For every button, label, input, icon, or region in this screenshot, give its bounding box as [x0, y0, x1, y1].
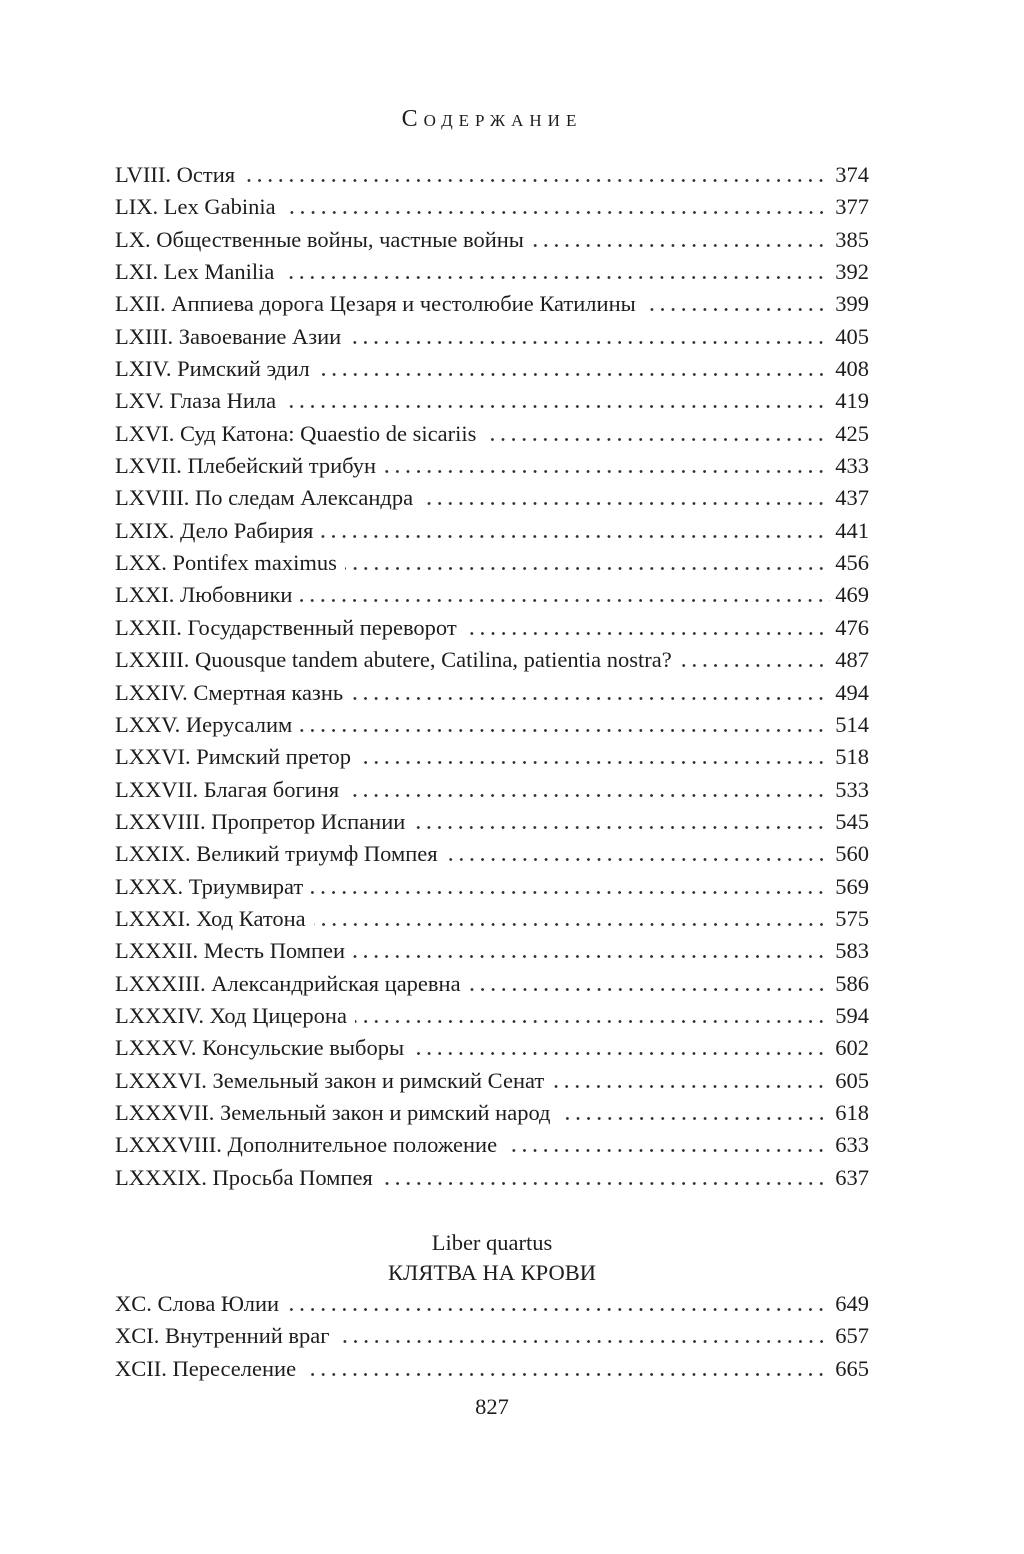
toc-list-part1: [115, 159, 869, 1194]
dot-leader: [300, 599, 830, 602]
toc-entry-title: LIX. Lex Gabinia: [115, 194, 276, 220]
toc-entry-title: LXXV. Иерусалим: [115, 711, 293, 737]
dot-leader: [644, 308, 831, 311]
toc-entry-title: LXXIX. Великий триумф Помпея: [115, 841, 438, 867]
toc-entry: [115, 1032, 869, 1064]
toc-entry-title: LXXXII. Месть Помпеи: [115, 938, 346, 964]
toc-entry-page: 657: [835, 1323, 869, 1349]
toc-entry-title: LXXXI. Ход Катона: [115, 905, 306, 931]
toc-entry-page: 399: [835, 291, 869, 317]
toc-entry-page: 469: [835, 582, 869, 608]
toc-entry-page: 637: [835, 1164, 869, 1190]
toc-entry: [115, 871, 869, 903]
toc-entry-title: LXI. Lex Manilia: [115, 259, 275, 285]
toc-entry-page: 437: [835, 485, 869, 511]
dot-leader: [347, 794, 830, 797]
toc-entry-title: LXII. Аппиева дорога Цезаря и честолюбие Катилины: [115, 291, 636, 317]
dot-leader: [300, 729, 830, 732]
toc-entry: [115, 450, 869, 482]
toc-entry-title: LXXXIV. Ход Цицерона: [115, 1002, 347, 1028]
toc-entry: [115, 288, 869, 320]
toc-entry-title: LXXXV. Консульские выборы: [115, 1035, 405, 1061]
toc-entry-title: LXXI. Любовники: [115, 582, 293, 608]
toc-entry-page: 594: [835, 1002, 869, 1028]
toc-entry-page: 545: [835, 808, 869, 834]
toc-entry: [115, 903, 869, 935]
dot-leader: [421, 502, 830, 505]
toc-entry-page: 518: [835, 744, 869, 770]
dot-leader: [484, 438, 830, 441]
dot-leader: [465, 632, 831, 635]
toc-entry-page: 425: [835, 420, 869, 446]
toc-entry: [115, 1288, 869, 1320]
toc-entry-title: LXXVII. Благая богиня: [115, 776, 340, 802]
dot-leader: [282, 276, 830, 279]
dot-leader: [384, 470, 830, 473]
toc-entry-title: XCI. Внутренний враг: [115, 1323, 330, 1349]
toc-entry: [115, 677, 869, 709]
toc-entry: [115, 579, 869, 611]
toc-entry-page: 494: [835, 679, 869, 705]
toc-entry-title: LXXXVI. Земельный закон и римский Сенат: [115, 1067, 545, 1093]
toc-entry: [115, 515, 869, 547]
toc-entry-title: LXIII. Завоевание Азии: [115, 323, 342, 349]
toc-entry: [115, 1000, 869, 1032]
dot-leader: [338, 1340, 831, 1343]
toc-entry-page: 569: [835, 873, 869, 899]
toc-entry-title: LXXIII. Quousque tandem abutere, Catilina, patientia nostra?: [115, 647, 672, 673]
dot-leader: [284, 405, 830, 408]
toc-entry-title: LXIV. Римский эдил: [115, 356, 310, 382]
toc-entry-page: 441: [835, 517, 869, 543]
toc-entry-page: 602: [835, 1035, 869, 1061]
dot-leader: [314, 923, 831, 926]
toc-entry-page: 605: [835, 1067, 869, 1093]
toc-entry-page: 665: [835, 1355, 869, 1381]
toc-entry-page: 583: [835, 938, 869, 964]
toc-entry-title: LXVI. Суд Катона: Quaestio de sicariis: [115, 420, 477, 446]
toc-entry-page: 649: [835, 1291, 869, 1316]
dot-leader: [559, 1117, 831, 1120]
dot-leader: [355, 1020, 830, 1023]
toc-entry: [115, 385, 869, 417]
dot-leader: [304, 1373, 830, 1376]
page-number: 827: [475, 1394, 509, 1419]
toc-entry-title: LXXXVII. Земельный закон и римский народ: [115, 1099, 551, 1125]
toc-entry: [115, 612, 869, 644]
toc-entry-title: LXXXVIII. Дополнительное положение: [115, 1132, 498, 1158]
dot-leader: [243, 179, 830, 182]
toc-entry-title: LXXII. Государственный переворот: [115, 614, 457, 640]
dot-leader: [381, 1182, 830, 1185]
dot-leader: [680, 664, 831, 667]
toc-entry: [115, 418, 869, 450]
toc-entry: [115, 741, 869, 773]
toc-entry: [115, 1065, 869, 1097]
toc-entry: [115, 159, 869, 191]
toc-entry: [115, 224, 869, 256]
toc-entry: [115, 256, 869, 288]
toc-entry: [115, 321, 869, 353]
toc-entry-title: LXVII. Плебейский трибун: [115, 453, 377, 479]
toc-entry: [115, 838, 869, 870]
toc-entry-page: 374: [835, 162, 869, 187]
toc-entry-page: 405: [835, 323, 869, 349]
toc-entry-page: 533: [835, 776, 869, 802]
dot-leader: [287, 1308, 830, 1311]
toc-entry: [115, 1320, 869, 1352]
toc-entry-title: LVIII. Остия: [115, 162, 236, 187]
toc-entry: [115, 1162, 869, 1194]
dot-leader: [413, 826, 830, 829]
toc-entry-page: 408: [835, 356, 869, 382]
toc-entry-title: LXVIII. По следам Александра: [115, 485, 414, 511]
page-title: Содержание: [401, 106, 583, 132]
dot-leader: [353, 955, 830, 958]
toc-entry-title: XC. Слова Юлии: [115, 1291, 280, 1316]
dot-leader: [505, 1149, 830, 1152]
toc-entry-page: 476: [835, 614, 869, 640]
toc-entry-title: LXXIV. Смертная казнь: [115, 679, 344, 705]
toc-entry-title: LXXVI. Римский претор: [115, 744, 351, 770]
toc-entry: [115, 191, 869, 223]
dot-leader: [412, 1052, 830, 1055]
toc-entry-title: XCII. Переселение: [115, 1355, 297, 1381]
toc-entry-title: LXXXIII. Александрийская царевна: [115, 970, 461, 996]
dot-leader: [345, 567, 830, 570]
toc-entry-title: LXXVIII. Пропретор Испании: [115, 808, 406, 834]
toc-entry: [115, 353, 869, 385]
toc-entry: [115, 935, 869, 967]
toc-entry-title: LXXX. Триумвират: [115, 873, 304, 899]
toc-entry: [115, 644, 869, 676]
dot-leader: [359, 761, 830, 764]
section-heading: [115, 1228, 869, 1288]
toc-entry: [115, 968, 869, 1000]
dot-leader: [321, 535, 830, 538]
toc-entry-page: 586: [835, 970, 869, 996]
dot-leader: [351, 697, 830, 700]
toc-entry-page: 633: [835, 1132, 869, 1158]
dot-leader: [349, 341, 830, 344]
toc-entry-page: 456: [835, 550, 869, 576]
toc-entry-page: 433: [835, 453, 869, 479]
dot-leader: [532, 244, 830, 247]
toc-entry-page: 575: [835, 905, 869, 931]
toc-entry-page: 419: [835, 388, 869, 414]
toc-entry-title: LXIX. Дело Рабирия: [115, 517, 314, 543]
toc-entry-title: LX. Общественные войны, частные войны: [115, 226, 524, 252]
dot-leader: [469, 988, 831, 991]
toc-entry: [115, 547, 869, 579]
toc-entry-page: 514: [835, 711, 869, 737]
toc-entry: [115, 1097, 869, 1129]
toc-entry: [115, 806, 869, 838]
section-title: КЛЯТВА НА КРОВИ: [388, 1260, 596, 1285]
dot-leader: [284, 211, 831, 214]
toc-entry-page: 487: [835, 647, 869, 673]
dot-leader: [311, 891, 830, 894]
toc-entry-page: 618: [835, 1099, 869, 1125]
toc-entry-title: LXV. Глаза Нила: [115, 388, 277, 414]
toc-entry: [115, 709, 869, 741]
toc-entry-title: LXX. Pontifex maximus: [115, 550, 337, 576]
toc-entry-title: LXXXIX. Просьба Помпея: [115, 1164, 373, 1190]
dot-leader: [446, 858, 831, 861]
toc-entry: [115, 482, 869, 514]
toc-entry-page: 385: [835, 226, 869, 252]
toc-entry: [115, 1129, 869, 1161]
toc-entry: [115, 774, 869, 806]
dot-leader: [318, 373, 831, 376]
section-subtitle: Liber quartus: [431, 1230, 553, 1255]
toc-entry-page: 560: [835, 841, 869, 867]
toc-entry: [115, 1353, 869, 1385]
toc-entry-page: 377: [835, 194, 869, 220]
toc-entry-page: 392: [835, 259, 869, 285]
toc-list-part2: [115, 1288, 869, 1385]
dot-leader: [552, 1085, 830, 1088]
